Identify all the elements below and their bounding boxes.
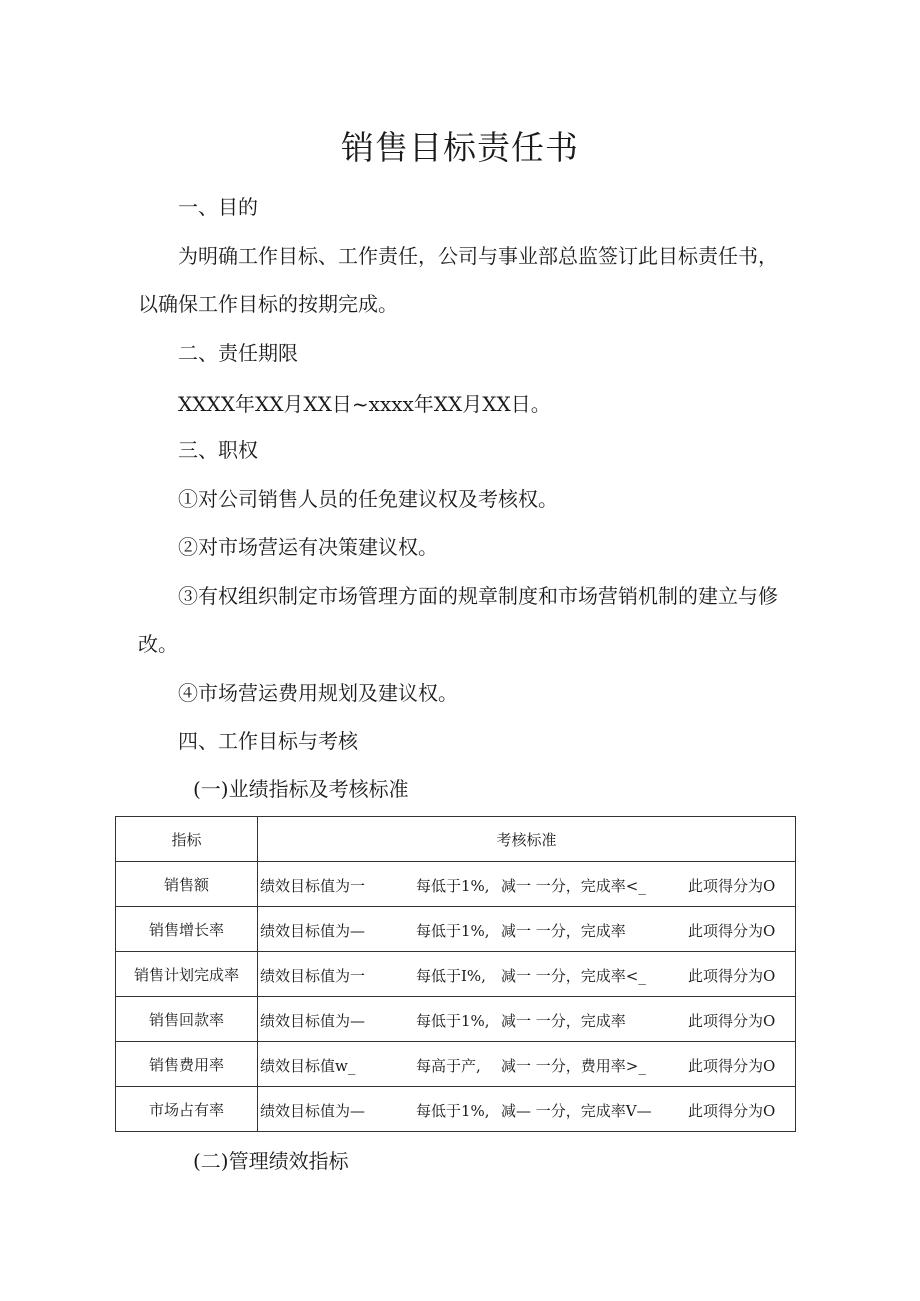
- criteria-target: 绩效目标值为—: [260, 1102, 366, 1120]
- row-criteria: [258, 997, 796, 1042]
- criteria-threshold: 每低于1%,: [416, 922, 490, 940]
- criteria-threshold: 每低于1%,: [416, 877, 490, 895]
- row-indicator: 销售回款率: [116, 997, 258, 1042]
- row-criteria: [258, 1087, 796, 1132]
- criteria-target: 绩效目标值w_: [260, 1057, 356, 1075]
- header-criteria: 考核标准: [258, 817, 796, 862]
- section-heading-term: 二、责任期限: [178, 341, 298, 365]
- section-heading-goals: 四、工作目标与考核: [178, 729, 358, 753]
- purpose-text-line2: 以确保工作目标的按期完成。: [138, 292, 398, 316]
- authority-item-2: ②对市场营运有决策建议权。: [178, 535, 438, 559]
- criteria-target: 绩效目标值为一: [260, 967, 366, 985]
- row-criteria: [258, 952, 796, 997]
- row-indicator: 销售额: [116, 862, 258, 907]
- criteria-target: 绩效目标值为一: [260, 877, 366, 895]
- criteria-zero-score: 此项得分为O: [688, 1012, 776, 1030]
- term-text: XXXX年XX月XX日~xxxx年XX月XX日。: [178, 392, 551, 416]
- criteria-target: 绩效目标值为—: [260, 1012, 366, 1030]
- row-indicator: 销售增长率: [116, 907, 258, 952]
- row-indicator: 市场占有率: [116, 1087, 258, 1132]
- header-indicator: 指标: [116, 817, 258, 862]
- criteria-zero-score: 此项得分为O: [688, 922, 776, 940]
- criteria-deduction: 减一 一分，完成率: [501, 922, 626, 940]
- row-criteria: [258, 1042, 796, 1087]
- section-heading-authority: 三、职权: [178, 438, 258, 462]
- criteria-deduction: 减一 一分，完成率<_: [501, 967, 646, 985]
- criteria-deduction: 减一 一分，完成率<_: [501, 877, 646, 895]
- criteria-zero-score: 此项得分为O: [688, 1057, 776, 1075]
- criteria-threshold: 每低于1%,: [416, 1102, 490, 1120]
- criteria-zero-score: 此项得分为O: [688, 1102, 776, 1120]
- document-title: 销售目标责任书: [341, 128, 579, 167]
- authority-item-4: ④市场营运费用规划及建议权。: [178, 681, 458, 705]
- criteria-threshold: 每高于产,: [416, 1057, 481, 1075]
- criteria-threshold: 每低于I%,: [416, 967, 486, 985]
- criteria-target: 绩效目标值为—: [260, 922, 366, 940]
- authority-item-3-cont: 改。: [138, 632, 178, 656]
- table-row: [116, 862, 796, 907]
- criteria-deduction: 减一 一分，完成率: [501, 1012, 626, 1030]
- table-row: [116, 907, 796, 952]
- authority-item-1: ①对公司销售人员的任免建议权及考核权。: [178, 487, 558, 511]
- criteria-threshold: 每低于1%,: [416, 1012, 490, 1030]
- criteria-deduction: 减— 一分，完成率V—: [501, 1102, 652, 1120]
- subsection-performance-kpi: (一)业绩指标及考核标准: [193, 777, 409, 801]
- row-criteria: [258, 862, 796, 907]
- table-row: [116, 1042, 796, 1087]
- row-indicator: 销售计划完成率: [116, 952, 258, 997]
- kpi-table: [115, 816, 796, 1132]
- subsection-management-kpi: (二)管理绩效指标: [193, 1149, 349, 1173]
- criteria-zero-score: 此项得分为O: [688, 967, 776, 985]
- row-criteria: [258, 907, 796, 952]
- table-header-row: [116, 817, 796, 862]
- row-indicator: 销售费用率: [116, 1042, 258, 1087]
- section-heading-purpose: 一、目的: [178, 195, 258, 219]
- criteria-zero-score: 此项得分为O: [688, 877, 776, 895]
- table-row: [116, 952, 796, 997]
- table-row: [116, 1087, 796, 1132]
- table-row: [116, 997, 796, 1042]
- criteria-deduction: 减一 一分，费用率>_: [501, 1057, 646, 1075]
- purpose-text-line1: 为明确工作目标、工作责任，公司与事业部总监签订此目标责任书，: [178, 244, 778, 268]
- authority-item-3: ③有权组织制定市场管理方面的规章制度和市场营销机制的建立与修: [178, 584, 778, 608]
